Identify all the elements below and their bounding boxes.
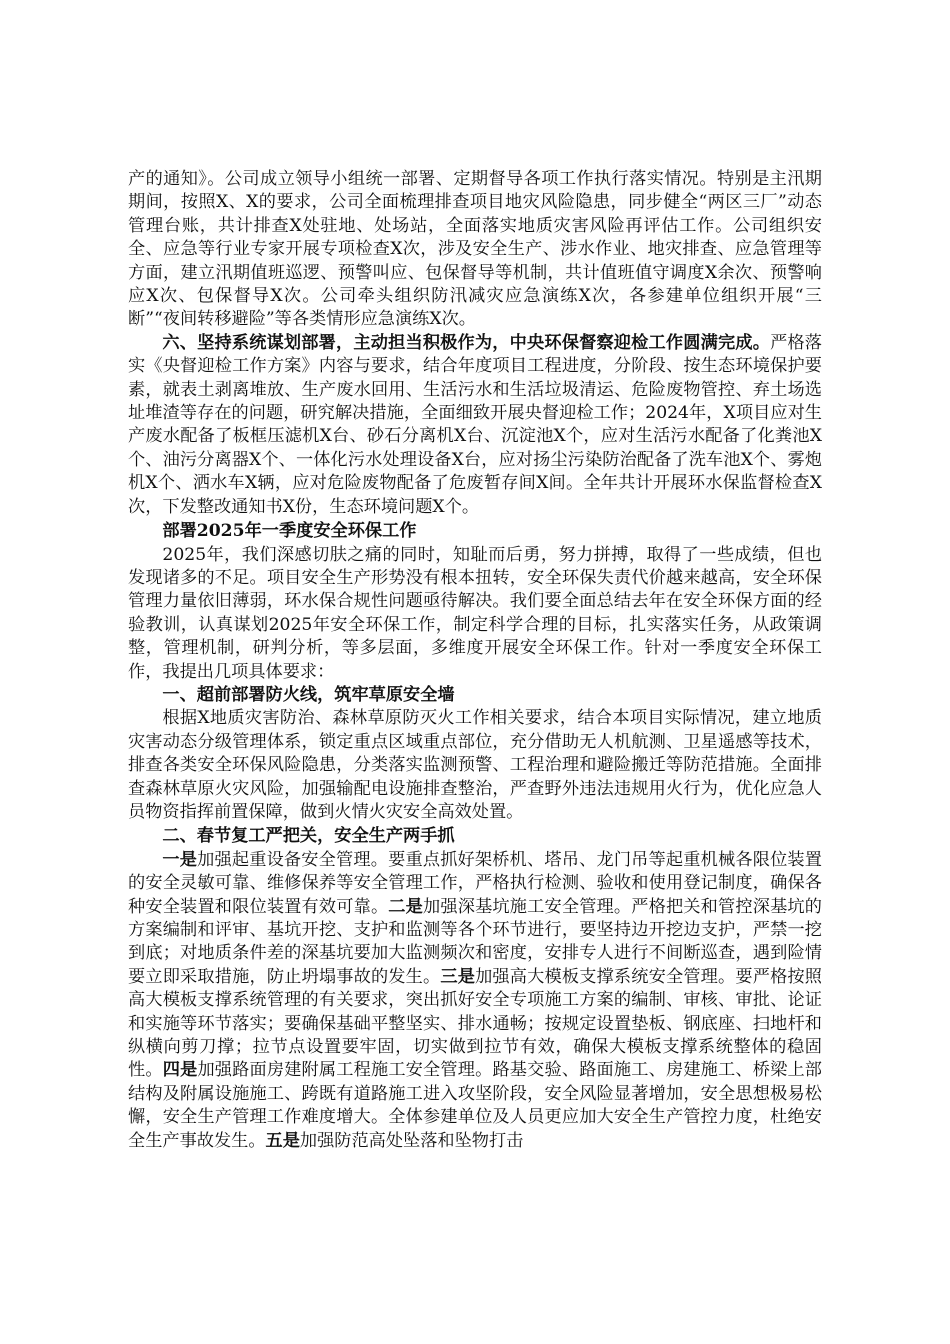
section-six-body: 严格落实《央督迎检工作方案》内容与要求，结合年度项目工程进度，分阶段、按生态环境保护要素，就表土剥离堆放、生产废水回用、生活污水和生活垃圾清运、危险废物管控、弃土场选址堆渣等存在的问题，研究解决措施，全面细致开展央督迎检工作；2024年，X项目应对生产废水配备了板框压滤机X台、砂石分离机X台、沉淀池X个，应对生活污水配备了化粪池X个、油污分离器X个、一体化污水处理设备X台，应对扬尘污染防治配备了洗车池X个、雾炮机X个、洒水车X辆，应对危险废物配备了危废暂存间X间。全年共计开展环水保监督检查X次，下发整改通知书X份，生态环境问题X个。 bbox=[128, 332, 822, 517]
item-five-label: 五是 bbox=[265, 1130, 300, 1151]
item-three-text: 加强高大模板支撑系统安全管理。要严格按照高大模板支撑系统管理的有关要求，突出抓好安全专项施工方案的编制、审核、审批、论证和实施等环节落实；要确保基础平整坚实、排水通畅；按规定设置垫板、钢底座、扫地杆和纵横向剪刀撑；拉节点设置要牢固，切实做到拉节有效，确保大模板支撑系统整体的稳固性。 bbox=[128, 966, 822, 1081]
item-one-label: 一是 bbox=[162, 849, 198, 870]
item-four-label: 四是 bbox=[162, 1060, 198, 1081]
paragraph-environmental-inspection bbox=[128, 332, 822, 519]
item-five-text: 加强防范高处坠落和坠物打击 bbox=[299, 1130, 524, 1151]
item-one-text: 加强起重设备安全管理。要重点抓好架桥机、塔吊、龙门吊等起重机械各限位装置的安全灵敏可靠、维修保养等安全管理工作，严格执行检测、验收和使用登记制度，确保各种安全装置和限位装置有效可靠。 bbox=[128, 849, 822, 917]
document-page bbox=[128, 168, 822, 1153]
paragraph-safety-items bbox=[128, 849, 822, 1153]
heading-spring-resumption: 二、春节复工严把关，安全生产两手抓 bbox=[162, 826, 455, 847]
item-two-label: 二是 bbox=[388, 896, 424, 917]
paragraph-2025-overview: 2025年，我们深感切肤之痛的同时，知耻而后勇，努力拼搏，取得了一些成绩，但也发现诸多的不足。项目安全生产形势没有根本扭转，安全环保失责代价越来越高，安全环保管理力量依旧薄弱，环水保合规性问题亟待解决。我们要全面总结去年在安全环保方面的经验教训，认真谋划2025年安全环保工作，制定科学合理的目标，扎实落实任务，从政策调整，管理机制，研判分析，等多层面，多维度开展安全环保工作。针对一季度安全环保工作，我提出几项具体要求： bbox=[128, 544, 822, 682]
heading-2025-deployment: 部署2025年一季度安全环保工作 bbox=[162, 521, 417, 542]
item-four-text: 加强路面房建附属工程施工安全管理。路基交验、路面施工、房建施工、桥梁上部结构及附属设施施工、跨既有道路施工进入攻坚阶段，安全风险显著增加，安全思想极易松懈，安全生产管理工作难度增大。全体参建单位及人员更应加大安全生产管控力度，杜绝安全生产事故发生。 bbox=[128, 1060, 822, 1151]
paragraph-fire-prevention: 根据X地质灾害防治、森林草原防灭火工作相关要求，结合本项目实际情况，建立地质灾害动态分级管理体系，锁定重点区域重点部位，充分借助无人机航测、卫星遥感等技术，排查各类安全环保风险隐患，分类落实监测预警、工程治理和避险搬迁等防范措施。全面排查森林草原火灾风险，加强输配电设施排查整治，严查野外违法违规用火行为，优化应急人员物资指挥前置保障，做到火情火灾安全高效处置。 bbox=[128, 708, 822, 822]
item-two-text: 加强深基坑施工安全管理。严格把关和管控深基坑的方案编制和评审、基坑开挖、支护和监测等各个环节进行，要坚持边开挖边支护，严禁一挖到底；对地质条件差的深基坑要加大监测频次和密度，安排专人进行不间断巡查，遇到险情要立即采取措施，防止坍塌事故的发生。 bbox=[128, 896, 822, 987]
item-three-label: 三是 bbox=[440, 966, 476, 987]
section-six-heading: 六、坚持系统谋划部署，主动担当积极作为，中央环保督察迎检工作圆满完成。 bbox=[162, 332, 771, 353]
heading-fire-prevention: 一、超前部署防火线，筑牢草原安全墙 bbox=[162, 684, 455, 705]
paragraph-flood-prevention: 产的通知》。公司成立领导小组统一部署、定期督导各项工作执行落实情况。特别是主汛期期间，按照X、X的要求，公司全面梳理排查项目地灾风险隐患，同步健全“两区三厂”动态管理台账，共计排查X处驻地、处场站，全面落实地质灾害风险再评估工作。公司组织安全、应急等行业专家开展专项检查X次，涉及安全生产、涉水作业、地灾排查、应急管理等方面，建立汛期值班巡逻、预警叫应、包保督导等机制，共计值班值守调度X余次、预警响应X次、包保督导X次。公司牵头组织防汛减灾应急演练X次，各参建单位组织开展“三断”“夜间转移避险”等各类情形应急演练X次。 bbox=[128, 169, 822, 330]
